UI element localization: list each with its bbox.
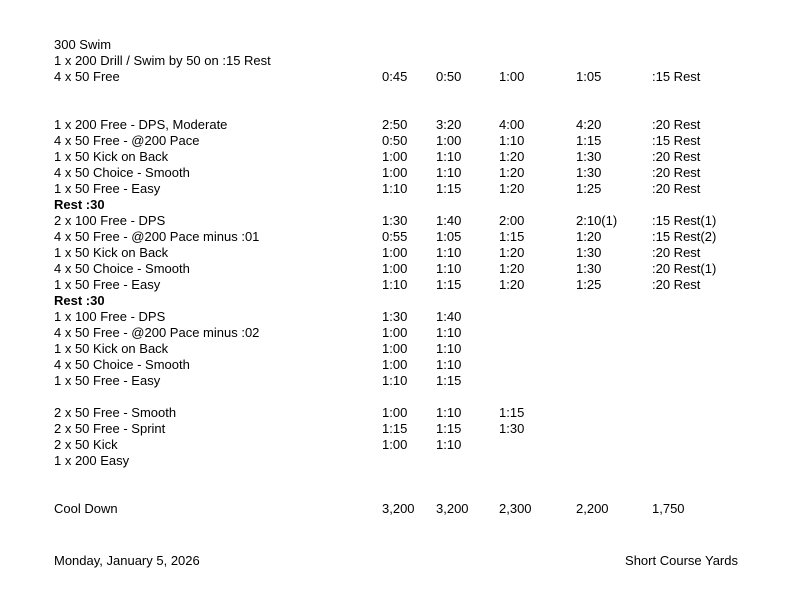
set-label: 300 Swim [54, 37, 112, 52]
interval-group-1: 1:15 [382, 421, 408, 436]
interval-group-1: 1:10 [382, 181, 408, 196]
interval-group-1: 1:00 [382, 405, 408, 420]
set-label: 4 x 50 Choice - Smooth [54, 357, 190, 372]
interval-group-2: 1:10 [436, 165, 462, 180]
rest-row [0, 293, 792, 309]
interval-group-1: 1:00 [382, 357, 408, 372]
rest-interval: 1,750 [652, 501, 685, 516]
interval-group-3: 1:20 [499, 149, 525, 164]
interval-group-2: 1:10 [436, 341, 462, 356]
interval-group-4: 1:25 [576, 277, 602, 292]
interval-group-1: 1:30 [382, 309, 408, 324]
interval-group-3: 1:10 [499, 133, 525, 148]
interval-group-4: 1:15 [576, 133, 602, 148]
set-label: 1 x 50 Kick on Back [54, 245, 169, 260]
set-label: 4 x 50 Choice - Smooth [54, 165, 190, 180]
interval-group-4: 1:30 [576, 245, 602, 260]
interval-group-4: 1:20 [576, 229, 602, 244]
set-row [0, 373, 792, 389]
interval-group-2: 1:10 [436, 405, 462, 420]
interval-group-3: 4:00 [499, 117, 525, 132]
interval-group-2: 1:10 [436, 357, 462, 372]
set-label: 1 x 50 Free - Easy [54, 373, 161, 388]
set-row [0, 277, 792, 293]
set-label: 4 x 50 Free - @200 Pace [54, 133, 200, 148]
set-row [0, 437, 792, 453]
interval-group-2: 1:40 [436, 213, 462, 228]
interval-group-2: 1:10 [436, 149, 462, 164]
interval-group-2: 1:15 [436, 373, 462, 388]
set-label: 1 x 50 Kick on Back [54, 149, 169, 164]
set-row [0, 69, 792, 85]
set-label: 1 x 50 Kick on Back [54, 341, 169, 356]
rest-interval: :15 Rest [652, 133, 701, 148]
interval-group-2: 1:40 [436, 309, 462, 324]
set-row [0, 149, 792, 165]
set-row [0, 37, 792, 53]
interval-group-1: 1:10 [382, 373, 408, 388]
rest-interval: :20 Rest [652, 149, 701, 164]
interval-group-3: 2:00 [499, 213, 525, 228]
interval-group-3: 1:15 [499, 405, 525, 420]
interval-group-4: 2:10(1) [576, 213, 618, 228]
set-row [0, 501, 792, 517]
rest-label: Rest :30 [54, 293, 105, 308]
set-row [0, 181, 792, 197]
interval-group-1: 2:50 [382, 117, 408, 132]
interval-group-3: 1:20 [499, 277, 525, 292]
rest-interval: :20 Rest [652, 181, 701, 196]
interval-group-4: 1:30 [576, 149, 602, 164]
set-label: 1 x 50 Free - Easy [54, 181, 161, 196]
set-row [0, 165, 792, 181]
interval-group-3: 1:15 [499, 229, 525, 244]
set-row [0, 229, 792, 245]
interval-group-3: 1:00 [499, 69, 525, 84]
interval-group-4: 1:05 [576, 69, 602, 84]
rest-interval: :20 Rest [652, 165, 701, 180]
rest-label: Rest :30 [54, 197, 105, 212]
rest-interval: :20 Rest [652, 277, 701, 292]
set-label: Cool Down [54, 501, 118, 516]
interval-group-4: 4:20 [576, 117, 602, 132]
interval-group-3: 1:20 [499, 245, 525, 260]
rest-interval: :20 Rest [652, 245, 701, 260]
interval-group-3: 1:20 [499, 165, 525, 180]
set-label: 4 x 50 Free [54, 69, 120, 84]
interval-group-1: 1:00 [382, 325, 408, 340]
interval-group-3: 2,300 [499, 501, 532, 516]
interval-group-1: 3,200 [382, 501, 415, 516]
rest-interval: :15 Rest(2) [652, 229, 717, 244]
interval-group-2: 1:10 [436, 325, 462, 340]
interval-group-4: 1:30 [576, 165, 602, 180]
set-row [0, 53, 792, 69]
set-label: 2 x 100 Free - DPS [54, 213, 166, 228]
interval-group-1: 1:30 [382, 213, 408, 228]
interval-group-1: 1:00 [382, 341, 408, 356]
interval-group-2: 1:00 [436, 133, 462, 148]
set-row [0, 421, 792, 437]
set-row [0, 261, 792, 277]
interval-group-2: 1:10 [436, 245, 462, 260]
interval-group-2: 0:50 [436, 69, 462, 84]
interval-group-1: 1:00 [382, 245, 408, 260]
interval-group-2: 1:15 [436, 277, 462, 292]
set-label: 4 x 50 Free - @200 Pace minus :01 [54, 229, 260, 244]
set-row [0, 453, 792, 469]
interval-group-3: 1:20 [499, 181, 525, 196]
interval-group-4: 2,200 [576, 501, 609, 516]
interval-group-2: 1:05 [436, 229, 462, 244]
set-label: 1 x 50 Free - Easy [54, 277, 161, 292]
rest-interval: :20 Rest(1) [652, 261, 717, 276]
set-row [0, 357, 792, 373]
interval-group-4: 1:30 [576, 261, 602, 276]
interval-group-2: 1:10 [436, 261, 462, 276]
set-row [0, 213, 792, 229]
interval-group-3: 1:30 [499, 421, 525, 436]
interval-group-1: 0:55 [382, 229, 408, 244]
rest-row [0, 197, 792, 213]
interval-group-1: 1:00 [382, 437, 408, 452]
set-label: 1 x 100 Free - DPS [54, 309, 166, 324]
interval-group-2: 3,200 [436, 501, 469, 516]
set-row [0, 133, 792, 149]
interval-group-1: 0:45 [382, 69, 408, 84]
interval-group-2: 1:15 [436, 421, 462, 436]
set-row [0, 245, 792, 261]
set-row [0, 341, 792, 357]
set-label: 1 x 200 Free - DPS, Moderate [54, 117, 228, 132]
course-type: Short Course Yards [625, 553, 738, 568]
interval-group-1: 1:00 [382, 149, 408, 164]
set-label: 1 x 200 Drill / Swim by 50 on :15 Rest [54, 53, 271, 68]
interval-group-1: 0:50 [382, 133, 408, 148]
set-label: 4 x 50 Free - @200 Pace minus :02 [54, 325, 260, 340]
set-label: 2 x 50 Free - Smooth [54, 405, 177, 420]
interval-group-2: 3:20 [436, 117, 462, 132]
set-row [0, 117, 792, 133]
interval-group-4: 1:25 [576, 181, 602, 196]
rest-interval: :15 Rest(1) [652, 213, 717, 228]
set-row [0, 405, 792, 421]
set-label: 2 x 50 Free - Sprint [54, 421, 166, 436]
set-label: 1 x 200 Easy [54, 453, 130, 468]
interval-group-3: 1:20 [499, 261, 525, 276]
interval-group-1: 1:00 [382, 261, 408, 276]
interval-group-2: 1:15 [436, 181, 462, 196]
rest-interval: :20 Rest [652, 117, 701, 132]
workout-date: Monday, January 5, 2026 [54, 553, 200, 568]
set-row [0, 309, 792, 325]
set-label: 4 x 50 Choice - Smooth [54, 261, 190, 276]
set-row [0, 325, 792, 341]
interval-group-1: 1:10 [382, 277, 408, 292]
interval-group-1: 1:00 [382, 165, 408, 180]
set-label: 2 x 50 Kick [54, 437, 118, 452]
interval-group-2: 1:10 [436, 437, 462, 452]
rest-interval: :15 Rest [652, 69, 701, 84]
